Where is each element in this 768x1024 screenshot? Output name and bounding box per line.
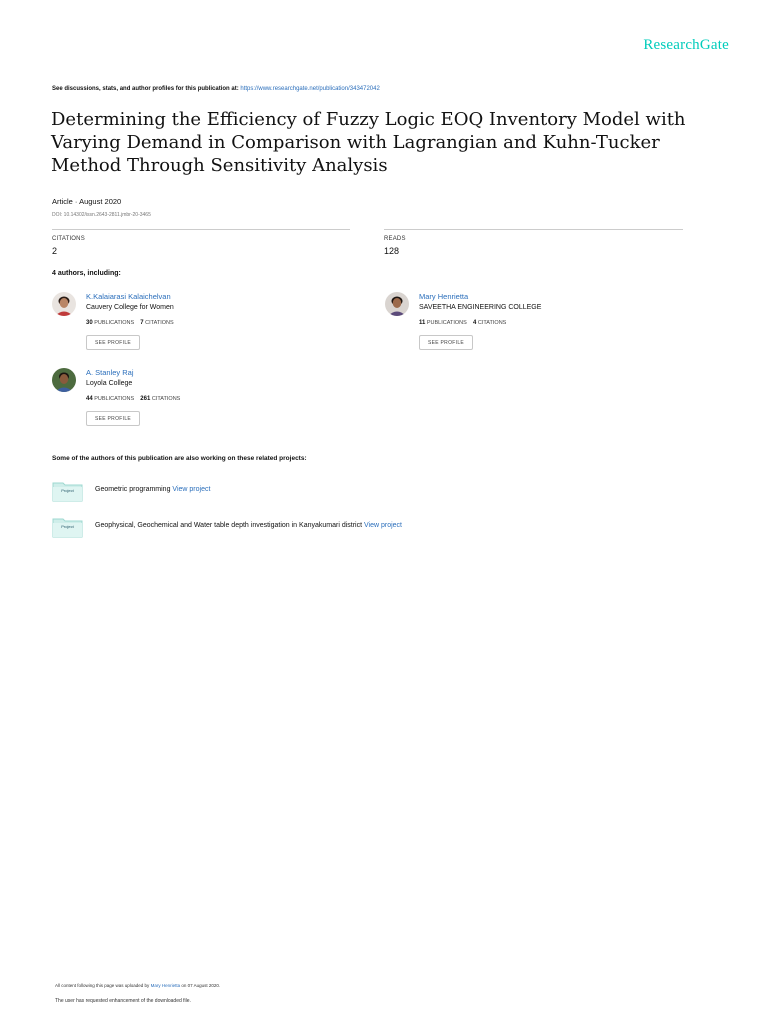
- citations-divider: [52, 229, 350, 230]
- author-stats: [419, 320, 506, 326]
- author-institution: SAVEETHA ENGINEERING COLLEGE: [419, 304, 542, 311]
- doi: DOI: 10.14302/issn.2643-2811.jmbr-20-3465: [52, 212, 151, 218]
- discussion-line: [52, 86, 380, 92]
- citations-label: CITATIONS: [145, 320, 174, 326]
- folder-label: Project: [61, 524, 74, 529]
- folder-label: Project: [61, 488, 74, 493]
- see-profile-button[interactable]: SEE PROFILE: [86, 335, 140, 350]
- uploader-link[interactable]: Mary Henrietta: [150, 983, 181, 988]
- reads-label: READS: [384, 236, 406, 242]
- see-profile-button[interactable]: SEE PROFILE: [86, 411, 140, 426]
- citations-label: CITATIONS: [151, 396, 181, 402]
- authors-heading: 4 authors, including:: [52, 270, 121, 277]
- publications-label: PUBLICATIONS: [94, 396, 135, 402]
- publications-count: 30: [86, 320, 93, 326]
- author-name-link[interactable]: A. Stanley Raj: [86, 368, 134, 377]
- avatar[interactable]: [52, 368, 76, 392]
- citations-label: CITATIONS: [477, 320, 507, 326]
- researchgate-logo[interactable]: ResearchGate: [643, 37, 729, 53]
- publications-label: PUBLICATIONS: [94, 320, 135, 326]
- publications-count: 11: [419, 320, 426, 326]
- author-stats: [86, 396, 180, 402]
- reads-count: 128: [384, 246, 400, 256]
- folder-icon: [52, 516, 83, 538]
- author-institution: Cauvery College for Women: [86, 304, 174, 311]
- upload-note: [55, 983, 220, 988]
- project-text: [95, 522, 402, 529]
- article-type: Article · August 2020: [52, 197, 122, 206]
- project-text: [95, 486, 210, 493]
- avatar[interactable]: [385, 292, 409, 316]
- citations-count: 7: [140, 320, 144, 326]
- citations-count: 2: [52, 246, 58, 256]
- author-name-link[interactable]: K.Kalaiarasi Kalaichelvan: [86, 292, 171, 301]
- projects-heading: Some of the authors of this publication are also working on these related projects:: [52, 455, 307, 462]
- author-institution: Loyola College: [86, 380, 133, 387]
- publication-title: Determining the Efficiency of Fuzzy Logic EOQ Inventory Model with Varying Demand in Comparison with Lagrangian and Kuhn-Tucker Method Through Sensitivity Analysis: [51, 109, 686, 176]
- view-project-link[interactable]: View project: [364, 522, 403, 529]
- view-project-link[interactable]: View project: [172, 486, 211, 493]
- upload-suffix: on 07 August 2020.: [181, 983, 221, 988]
- reads-divider: [384, 229, 683, 230]
- publication-url-link[interactable]: https://www.researchgate.net/publication/343472042: [240, 86, 380, 92]
- author-stats: [86, 320, 174, 326]
- upload-prefix: All content following this page was uploaded by: [55, 983, 150, 988]
- publications-label: PUBLICATIONS: [426, 320, 467, 326]
- author-name-link[interactable]: Mary Henrietta: [419, 292, 469, 301]
- project-name: Geophysical, Geochemical and Water table depth investigation in Kanyakumari district: [95, 522, 363, 529]
- publications-count: 44: [86, 396, 93, 402]
- discussion-prefix: See discussions, stats, and author profiles for this publication at:: [52, 86, 239, 92]
- citations-count: 4: [472, 320, 477, 326]
- avatar[interactable]: [52, 292, 76, 316]
- project-name: Geometric programming: [95, 486, 171, 493]
- citations-label: CITATIONS: [52, 236, 85, 242]
- enhancement-note: The user has requested enhancement of the downloaded file.: [55, 998, 191, 1004]
- citations-count: 261: [140, 396, 151, 402]
- folder-icon: [52, 480, 83, 502]
- see-profile-button[interactable]: SEE PROFILE: [419, 335, 473, 350]
